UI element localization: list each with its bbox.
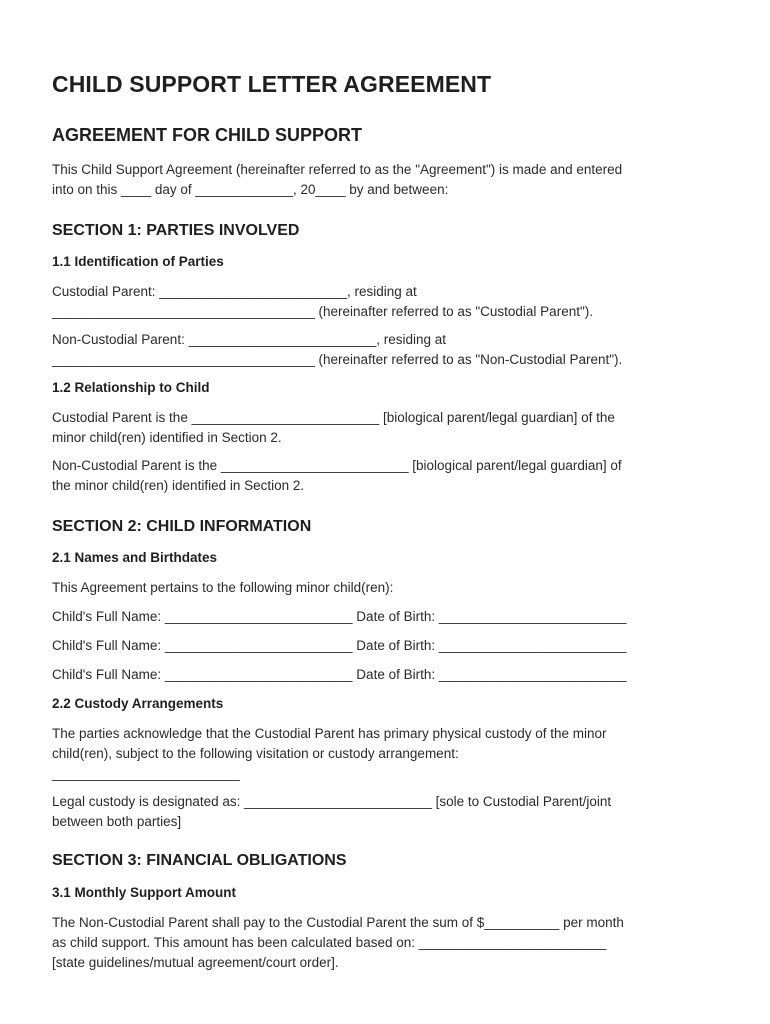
noncustodial-relationship-line-1: Non-Custodial Parent is the _________________________ [biological parent/legal guardian] of bbox=[52, 458, 622, 473]
section-2-2-heading: 2.2 Custody Arrangements bbox=[52, 696, 224, 711]
custodial-relationship-line-2: minor child(ren) identified in Section 2. bbox=[52, 430, 282, 445]
legal-custody-line-1: Legal custody is designated as: _________________________ [sole to Custodial Parent/joint bbox=[52, 794, 612, 809]
support-amount-line-2: as child support. This amount has been calculated based on: _________________________ bbox=[52, 935, 607, 950]
custody-para-line-2: child(ren), subject to the following visitation or custody arrangement: bbox=[52, 746, 459, 761]
support-amount-line-3: [state guidelines/mutual agreement/court order]. bbox=[52, 955, 339, 970]
legal-custody-line-2: between both parties] bbox=[52, 814, 182, 829]
child-row-2: Child's Full Name: _________________________ Date of Birth: _________________________ bbox=[52, 638, 627, 653]
section-3-heading: SECTION 3: FINANCIAL OBLIGATIONS bbox=[52, 852, 347, 869]
children-intro: This Agreement pertains to the following minor child(ren): bbox=[52, 580, 394, 595]
section-2-1-heading: 2.1 Names and Birthdates bbox=[52, 550, 218, 565]
document-title: CHILD SUPPORT LETTER AGREEMENT bbox=[52, 71, 492, 97]
custodial-relationship-line-1: Custodial Parent is the _________________________ [biological parent/legal guardian] of the bbox=[52, 410, 615, 425]
child-row-1: Child's Full Name: _________________________ Date of Birth: _________________________ bbox=[52, 609, 627, 624]
section-2-heading: SECTION 2: CHILD INFORMATION bbox=[52, 518, 312, 535]
section-1-heading: SECTION 1: PARTIES INVOLVED bbox=[52, 222, 300, 239]
custody-para-line-1: The parties acknowledge that the Custodial Parent has primary physical custody of the minor bbox=[52, 726, 607, 741]
intro-line-1: This Child Support Agreement (hereinafter referred to as the "Agreement") is made and entered bbox=[52, 162, 623, 177]
section-1-2-heading: 1.2 Relationship to Child bbox=[52, 380, 210, 395]
noncustodial-parent-line-2: ___________________________________ (hereinafter referred to as "Non-Custodial Parent"). bbox=[52, 352, 623, 367]
custody-para-line-3: _________________________ bbox=[52, 766, 240, 781]
section-1-1-heading: 1.1 Identification of Parties bbox=[52, 254, 224, 269]
child-row-3: Child's Full Name: _________________________ Date of Birth: _________________________ bbox=[52, 667, 627, 682]
intro-line-2: into on this ____ day of _____________, 20____ by and between: bbox=[52, 182, 449, 197]
custodial-parent-line-1: Custodial Parent: _________________________, residing at bbox=[52, 284, 417, 299]
noncustodial-relationship-line-2: the minor child(ren) identified in Section 2. bbox=[52, 478, 305, 493]
support-amount-line-1: The Non-Custodial Parent shall pay to the Custodial Parent the sum of $__________ per month bbox=[52, 915, 624, 930]
document-subtitle: AGREEMENT FOR CHILD SUPPORT bbox=[52, 125, 363, 145]
custodial-parent-line-2: ___________________________________ (hereinafter referred to as "Custodial Parent"). bbox=[52, 304, 593, 319]
section-3-1-heading: 3.1 Monthly Support Amount bbox=[52, 885, 236, 900]
noncustodial-parent-line-1: Non-Custodial Parent: _________________________, residing at bbox=[52, 332, 447, 347]
